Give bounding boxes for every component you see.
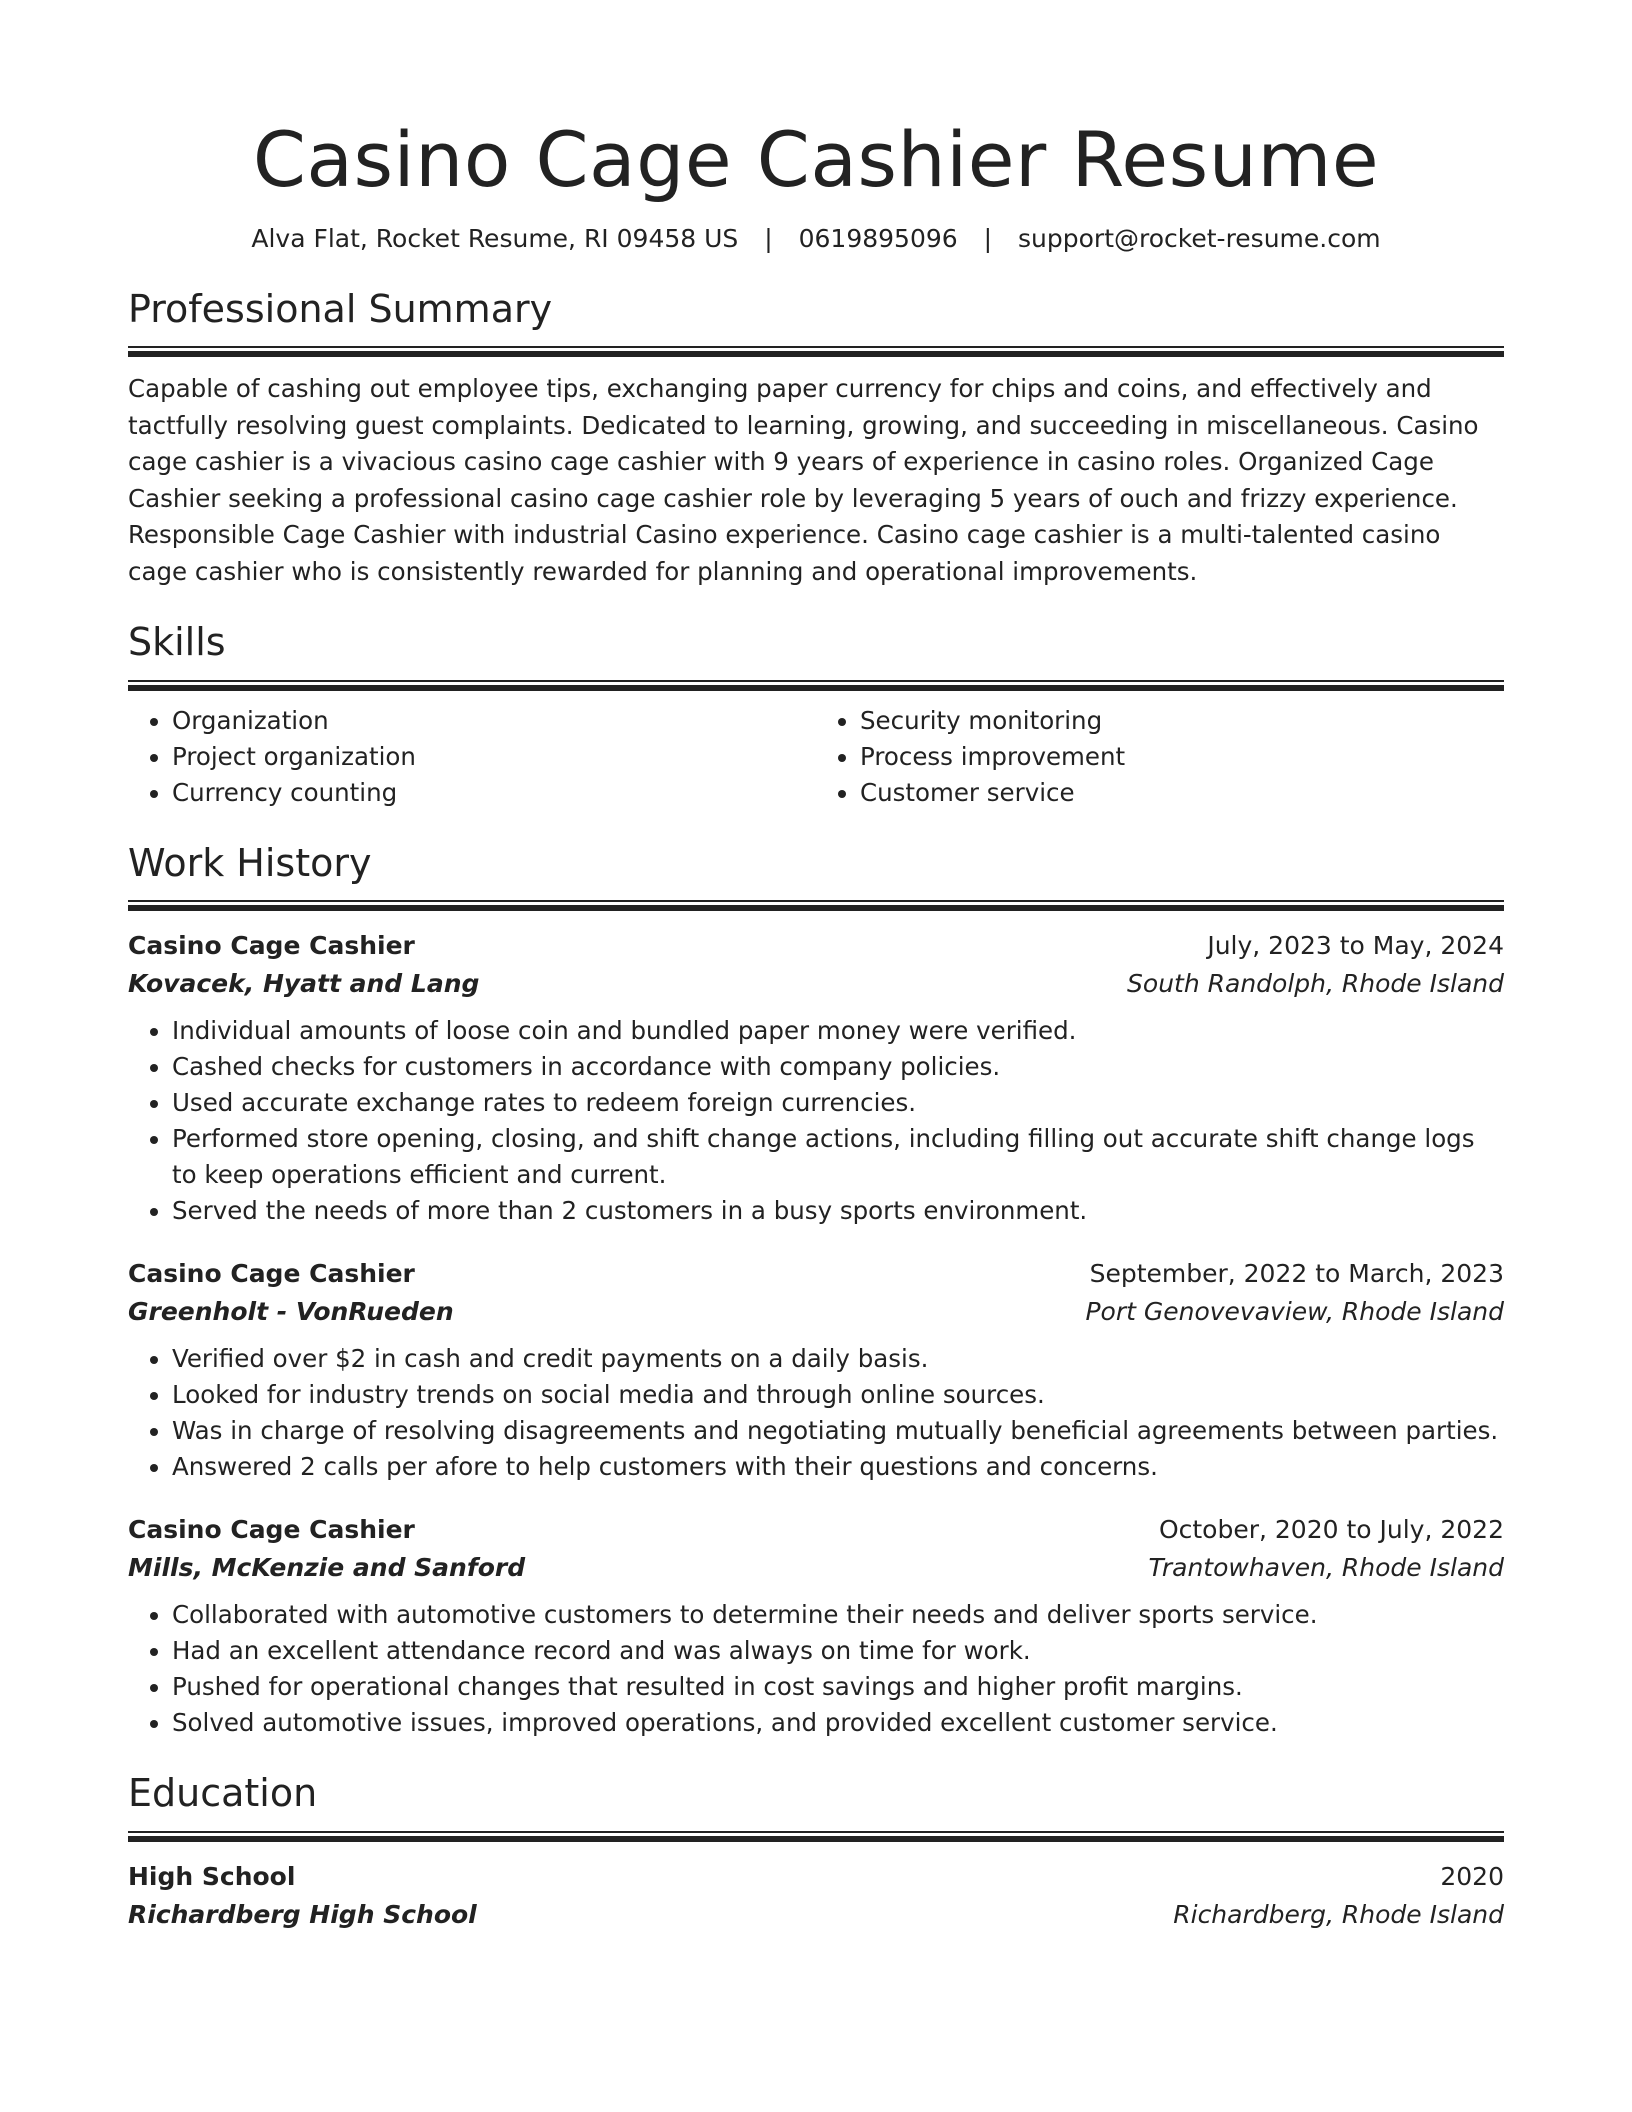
skills-list-left xyxy=(128,703,816,811)
job-dates: July, 2023 to May, 2024 xyxy=(1207,931,1504,961)
contact-separator: | xyxy=(764,223,773,253)
skills-section xyxy=(128,620,1504,811)
job-bullet: • Collaborated with automotive customers to determine their needs and deliver sports service. xyxy=(172,1597,1504,1633)
education-header-row xyxy=(128,1858,1504,1896)
education-year: 2020 xyxy=(1440,1861,1504,1891)
section-divider xyxy=(128,346,1504,357)
job-bullet: • Cashed checks for customers in accordance with company policies. xyxy=(172,1049,1504,1085)
job-location: Trantowhaven, Rhode Island xyxy=(1148,1553,1504,1583)
job-role: Casino Cage Cashier xyxy=(128,931,415,961)
skill-item: • Security monitoring xyxy=(860,703,1504,739)
job-bullet: • Verified over $2 in cash and credit payments on a daily basis. xyxy=(172,1341,1504,1377)
education-degree: High School xyxy=(128,1861,296,1891)
job-bullet: • Was in charge of resolving disagreements and negotiating mutually beneficial agreements between parties. xyxy=(172,1413,1504,1449)
job-company-row xyxy=(128,1293,1504,1331)
summary-heading: Professional Summary xyxy=(128,286,553,331)
job-entry xyxy=(128,1511,1504,1741)
education-location: Richardberg, Rhode Island xyxy=(1173,1899,1504,1929)
work-section xyxy=(128,841,1504,1742)
summary-section xyxy=(128,287,1504,591)
job-bullet: • Solved automotive issues, improved operations, and provided excellent customer service. xyxy=(172,1705,1504,1741)
job-header-row xyxy=(128,1255,1504,1293)
education-school-row xyxy=(128,1896,1504,1934)
job-header-row xyxy=(128,927,1504,965)
contact-line xyxy=(128,224,1504,253)
contact-email: support@rocket-resume.com xyxy=(1018,223,1381,253)
skill-item: • Process improvement xyxy=(860,739,1504,775)
job-location: Port Genovevaview, Rhode Island xyxy=(1085,1297,1504,1327)
education-school: Richardberg High School xyxy=(128,1899,477,1929)
contact-phone: 0619895096 xyxy=(798,223,958,253)
job-location: South Randolph, Rhode Island xyxy=(1127,969,1504,999)
job-bullet: • Answered 2 calls per afore to help customers with their questions and concerns. xyxy=(172,1449,1504,1485)
job-bullet: • Performed store opening, closing, and shift change actions, including filling out accurate shift change logs to keep operations efficient and current. xyxy=(172,1121,1504,1193)
job-role: Casino Cage Cashier xyxy=(128,1259,415,1289)
job-bullet: • Looked for industry trends on social media and through online sources. xyxy=(172,1377,1504,1413)
contact-address: Alva Flat, Rocket Resume, RI 09458 US xyxy=(251,223,739,253)
job-company-row xyxy=(128,965,1504,1003)
job-bullet: • Served the needs of more than 2 customers in a busy sports environment. xyxy=(172,1193,1504,1229)
summary-text: Capable of cashing out employee tips, exchanging paper currency for chips and coins, and effectively and tactfully resolving guest complaints. Dedicated to learning, growing, and succeeding in miscellaneous. Casino cage cashier is a vivacious casino cage cashier with 9 years of experience in casino roles. Organized Cage Cashier seeking a professional casino cage cashier role by leveraging 5 years of ouch and frizzy experience. Responsible Cage Cashier with industrial Casino experience. Casino cage cashier is a multi-talented casino cage cashier who is consistently rewarded for planning and operational improvements. xyxy=(128,374,1479,586)
education-section xyxy=(128,1771,1504,1934)
skills-columns xyxy=(128,703,1504,811)
skill-item: • Organization xyxy=(172,703,816,739)
education-entry xyxy=(128,1858,1504,1934)
skill-item: • Currency counting xyxy=(172,775,816,811)
job-bullets xyxy=(128,1341,1504,1485)
job-dates: October, 2020 to July, 2022 xyxy=(1158,1515,1504,1545)
work-heading: Work History xyxy=(128,840,372,885)
resume-title: Casino Cage Cashier Resume xyxy=(252,115,1380,204)
job-bullets xyxy=(128,1013,1504,1229)
skills-list-right xyxy=(816,703,1504,811)
job-company: Mills, McKenzie and Sanford xyxy=(128,1553,526,1583)
job-bullet: • Individual amounts of loose coin and bundled paper money were verified. xyxy=(172,1013,1504,1049)
contact-separator: | xyxy=(983,223,993,253)
education-heading: Education xyxy=(128,1771,318,1816)
job-role: Casino Cage Cashier xyxy=(128,1515,415,1545)
job-company-row xyxy=(128,1549,1504,1587)
skill-item: • Project organization xyxy=(172,739,816,775)
job-entry xyxy=(128,1255,1504,1485)
skill-item: • Customer service xyxy=(860,775,1504,811)
section-divider xyxy=(128,1831,1504,1842)
job-company: Greenholt - VonRueden xyxy=(128,1297,454,1327)
job-company: Kovacek, Hyatt and Lang xyxy=(128,969,480,999)
job-bullet: • Used accurate exchange rates to redeem foreign currencies. xyxy=(172,1085,1504,1121)
job-bullets xyxy=(128,1597,1504,1741)
job-bullet: • Pushed for operational changes that resulted in cost savings and higher profit margins. xyxy=(172,1669,1504,1705)
job-header-row xyxy=(128,1511,1504,1549)
job-bullet: • Had an excellent attendance record and was always on time for work. xyxy=(172,1633,1504,1669)
section-divider xyxy=(128,900,1504,911)
job-entry xyxy=(128,927,1504,1229)
section-divider xyxy=(128,680,1504,691)
job-dates: September, 2022 to March, 2023 xyxy=(1089,1259,1504,1289)
skills-heading: Skills xyxy=(128,620,226,665)
